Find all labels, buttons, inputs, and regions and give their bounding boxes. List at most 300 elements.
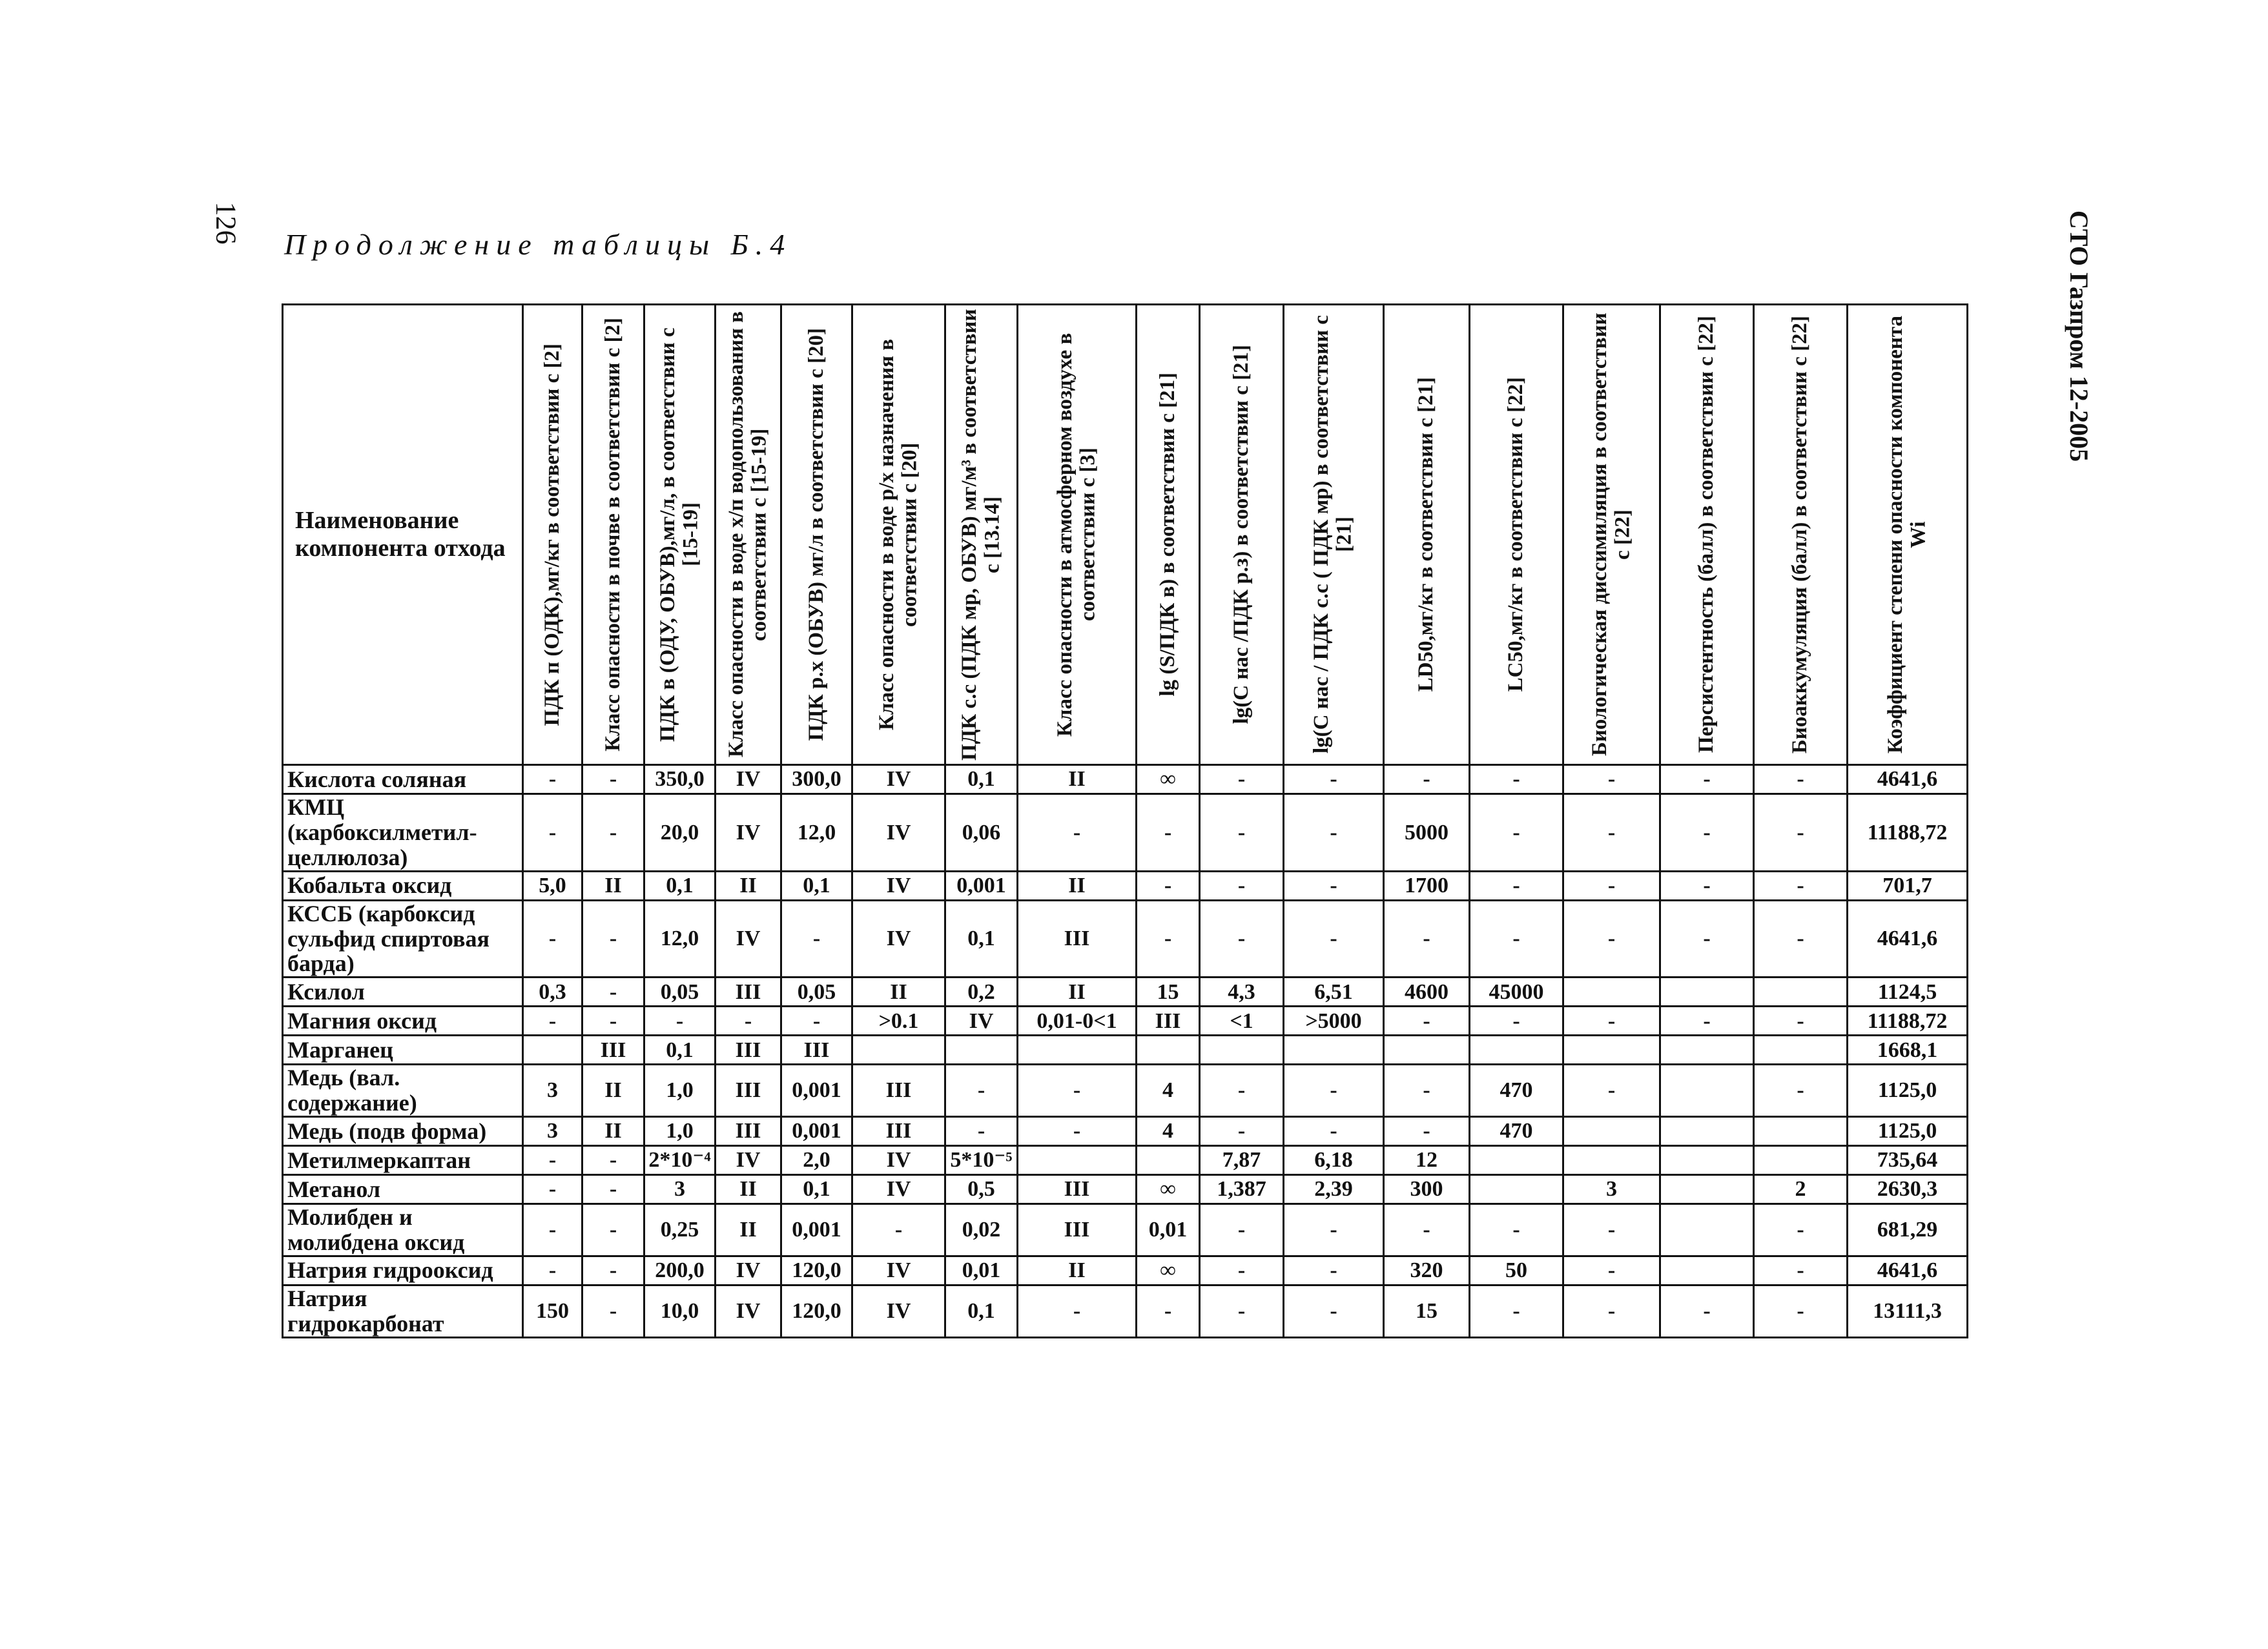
table-cell: - <box>523 1204 582 1256</box>
table-cell: IV <box>852 794 945 872</box>
hazard-table <box>282 303 1968 1338</box>
column-header-label: ПДК с.с (ПДК мр, ОБУВ) мг/м³ в соответствии с [13.14] <box>957 309 1004 761</box>
table-cell <box>1660 1256 1754 1285</box>
table-cell: 120,0 <box>781 1256 852 1285</box>
table-cell: - <box>582 794 644 872</box>
table-cell: 3 <box>1563 1175 1660 1204</box>
table-cell: 701,7 <box>1848 871 1968 900</box>
table-cell: - <box>1470 1285 1563 1337</box>
table-cell: 681,29 <box>1848 1204 1968 1256</box>
table-cell: III <box>1018 1204 1137 1256</box>
table-cell: - <box>582 1146 644 1175</box>
table-cell: - <box>1200 1117 1284 1146</box>
table-cell: 1125,0 <box>1848 1117 1968 1146</box>
table-cell: - <box>1754 1007 1848 1036</box>
table-cell: - <box>1284 1256 1384 1285</box>
table-cell: - <box>852 1204 945 1256</box>
table-cell: II <box>582 1065 644 1117</box>
column-header <box>1018 305 1137 765</box>
table-cell: 3 <box>644 1175 716 1204</box>
table-cell: 15 <box>1137 978 1200 1007</box>
table-cell: II <box>582 871 644 900</box>
table-cell: III <box>716 1036 781 1065</box>
table-cell <box>1563 978 1660 1007</box>
table-cell: 6,51 <box>1284 978 1384 1007</box>
column-header-label: ПДК р.х (ОБУВ) мг/л в соответствии с [20] <box>804 328 828 741</box>
table-cell: 4641,6 <box>1848 1256 1968 1285</box>
table-cell: - <box>1470 900 1563 978</box>
table-cell: 11188,72 <box>1848 794 1968 872</box>
table-cell: - <box>1470 1007 1563 1036</box>
component-name: Медь (вал. содержание) <box>283 1065 523 1117</box>
table-cell: - <box>945 1065 1018 1117</box>
table-cell: - <box>1200 1065 1284 1117</box>
table-cell: - <box>1137 1285 1200 1337</box>
table-cell: <1 <box>1200 1007 1284 1036</box>
table-cell: 5,0 <box>523 871 582 900</box>
table-continuation-title: Продолжение таблицы Б.4 <box>284 228 792 261</box>
table-cell: III <box>852 1117 945 1146</box>
table-cell: 0,1 <box>781 1175 852 1204</box>
table-cell <box>1470 1146 1563 1175</box>
table-cell: - <box>1754 871 1848 900</box>
table-cell: - <box>523 794 582 872</box>
table-cell: 1124,5 <box>1848 978 1968 1007</box>
column-header <box>716 305 781 765</box>
table-cell: - <box>1018 1117 1137 1146</box>
table-cell <box>1754 1036 1848 1065</box>
table-cell: - <box>1018 1065 1137 1117</box>
table-cell: 1,387 <box>1200 1175 1284 1204</box>
table-cell: - <box>523 765 582 794</box>
table-cell: 11188,72 <box>1848 1007 1968 1036</box>
table-cell: - <box>1660 1285 1754 1337</box>
column-header <box>1563 305 1660 765</box>
table-cell <box>1384 1036 1470 1065</box>
document-code: СТО Газпром 12-2005 <box>2065 210 2094 462</box>
table-cell <box>1018 1036 1137 1065</box>
table-cell: 0,1 <box>945 900 1018 978</box>
table-cell: 2630,3 <box>1848 1175 1968 1204</box>
column-header <box>582 305 644 765</box>
table-row <box>283 1117 1968 1146</box>
table-cell: - <box>1470 871 1563 900</box>
column-header <box>1384 305 1470 765</box>
table-cell: - <box>582 1285 644 1337</box>
column-header-label: Персистентность (балл) в соответствии с [22] <box>1695 316 1718 753</box>
table-cell: - <box>582 900 644 978</box>
table-cell: - <box>582 1204 644 1256</box>
table-row <box>283 978 1968 1007</box>
table-row <box>283 1036 1968 1065</box>
table-cell: 1668,1 <box>1848 1036 1968 1065</box>
table-cell: 0,02 <box>945 1204 1018 1256</box>
table-cell <box>1660 1146 1754 1175</box>
table-cell: - <box>1284 1285 1384 1337</box>
table-cell: 5*10⁻⁵ <box>945 1146 1018 1175</box>
table-cell: ∞ <box>1137 1175 1200 1204</box>
column-header <box>644 305 716 765</box>
table-cell: IV <box>716 1146 781 1175</box>
table-cell <box>1470 1175 1563 1204</box>
column-header <box>781 305 852 765</box>
table-cell: - <box>1470 1204 1563 1256</box>
column-header: Наименование компонента отхода <box>283 305 523 765</box>
table-cell: - <box>1470 765 1563 794</box>
table-cell: - <box>1563 1065 1660 1117</box>
table-cell: 12 <box>1384 1146 1470 1175</box>
table-cell: 4641,6 <box>1848 765 1968 794</box>
table-cell: 4641,6 <box>1848 900 1968 978</box>
table-cell: III <box>716 1117 781 1146</box>
table-cell: - <box>781 1007 852 1036</box>
table-cell: - <box>1754 1285 1848 1337</box>
table-cell: III <box>1018 1175 1137 1204</box>
table-row <box>283 1065 1968 1117</box>
table-cell: 470 <box>1470 1065 1563 1117</box>
table-cell: - <box>1284 1204 1384 1256</box>
table-row <box>283 1204 1968 1256</box>
component-name: Медь (подв форма) <box>283 1117 523 1146</box>
table-cell: 10,0 <box>644 1285 716 1337</box>
table-cell: 1700 <box>1384 871 1470 900</box>
column-header-label: Класс опасности в воде х/п водопользования в соответствии с [15-19] <box>724 311 771 758</box>
table-cell: - <box>523 1007 582 1036</box>
table-cell: 2*10⁻⁴ <box>644 1146 716 1175</box>
table-cell: - <box>1660 765 1754 794</box>
component-name: Ксилол <box>283 978 523 1007</box>
table-cell: >5000 <box>1284 1007 1384 1036</box>
column-header <box>1848 305 1968 765</box>
column-header-label: lg(С нас / ПДК с.с ( ПДК мр) в соответствии с [21] <box>1310 315 1356 754</box>
table-row <box>283 1146 1968 1175</box>
table-cell: - <box>1284 794 1384 872</box>
table-cell: 6,18 <box>1284 1146 1384 1175</box>
table-cell: II <box>716 1175 781 1204</box>
table-cell: - <box>1754 1256 1848 1285</box>
table-cell: 0,25 <box>644 1204 716 1256</box>
component-name: Молибден и молибдена оксид <box>283 1204 523 1256</box>
table-cell: 1125,0 <box>1848 1065 1968 1117</box>
table-row <box>283 1175 1968 1204</box>
table-cell: III <box>716 978 781 1007</box>
component-name: Кислота соляная <box>283 765 523 794</box>
table-cell: II <box>1018 765 1137 794</box>
table-cell: - <box>582 1175 644 1204</box>
table-cell <box>523 1036 582 1065</box>
table-cell: 4 <box>1137 1117 1200 1146</box>
column-header-label: LC50,мг/кг в соответствии с [22] <box>1504 377 1528 692</box>
table-cell: - <box>523 1256 582 1285</box>
column-header-label: ПДК в (ОДУ, ОБУВ),мг/л, в соответствии с [15-19] <box>655 327 703 742</box>
column-header <box>945 305 1018 765</box>
table-cell: - <box>1563 794 1660 872</box>
table-cell: 3 <box>523 1117 582 1146</box>
column-header <box>1137 305 1200 765</box>
table-cell: IV <box>852 1146 945 1175</box>
table-cell: 4,3 <box>1200 978 1284 1007</box>
table-cell: - <box>1754 1065 1848 1117</box>
table-cell: - <box>1137 900 1200 978</box>
table-cell: IV <box>852 1175 945 1204</box>
table-cell: - <box>1284 900 1384 978</box>
table-cell: 0,1 <box>644 871 716 900</box>
table-cell: - <box>1284 765 1384 794</box>
table-cell: 12,0 <box>781 794 852 872</box>
component-name: Метанол <box>283 1175 523 1204</box>
table-cell: 0,05 <box>781 978 852 1007</box>
table-row <box>283 794 1968 872</box>
table-cell: - <box>1200 765 1284 794</box>
table-cell: - <box>1284 871 1384 900</box>
table-cell: 45000 <box>1470 978 1563 1007</box>
table-cell: IV <box>852 871 945 900</box>
table-cell: 320 <box>1384 1256 1470 1285</box>
table-row <box>283 900 1968 978</box>
table-cell: 0,06 <box>945 794 1018 872</box>
component-name: Натрия гидрокарбонат <box>283 1285 523 1337</box>
table-cell: - <box>1563 765 1660 794</box>
table-row <box>283 1007 1968 1036</box>
column-header-label: Класс опасности в воде р/х назначения в соответствии с [20] <box>874 338 922 731</box>
table-cell: - <box>523 900 582 978</box>
table-cell <box>852 1036 945 1065</box>
table-cell: 13111,3 <box>1848 1285 1968 1337</box>
table-cell: - <box>945 1117 1018 1146</box>
table-cell: - <box>1563 900 1660 978</box>
table-cell: III <box>1137 1007 1200 1036</box>
table-cell: - <box>1563 1204 1660 1256</box>
table-cell <box>1660 1175 1754 1204</box>
header-row <box>283 305 1968 765</box>
table-cell: 120,0 <box>781 1285 852 1337</box>
table-cell: - <box>582 1256 644 1285</box>
table-cell: 0,01 <box>945 1256 1018 1285</box>
table-cell: IV <box>852 900 945 978</box>
table-cell: 0,1 <box>945 1285 1018 1337</box>
table-cell: - <box>1200 794 1284 872</box>
table-cell: 2 <box>1754 1175 1848 1204</box>
table-cell: - <box>1754 900 1848 978</box>
table-cell: IV <box>852 765 945 794</box>
component-name: Метилмеркаптан <box>283 1146 523 1175</box>
table-cell: 1,0 <box>644 1117 716 1146</box>
table-cell: II <box>1018 1256 1137 1285</box>
column-header-label: LD50,мг/кг в соответствии с [21] <box>1414 377 1438 692</box>
table-cell <box>1660 978 1754 1007</box>
table-row <box>283 1285 1968 1337</box>
table-cell: II <box>852 978 945 1007</box>
table-cell: IV <box>852 1285 945 1337</box>
table-cell: III <box>852 1065 945 1117</box>
table-cell: 7,87 <box>1200 1146 1284 1175</box>
table-cell: IV <box>716 1256 781 1285</box>
table-cell <box>1660 1065 1754 1117</box>
component-name: Натрия гидрооксид <box>283 1256 523 1285</box>
table-cell <box>1563 1036 1660 1065</box>
table-row <box>283 765 1968 794</box>
table-cell: 0,2 <box>945 978 1018 1007</box>
table-cell <box>1563 1117 1660 1146</box>
table-cell: - <box>1563 1007 1660 1036</box>
column-header <box>1200 305 1284 765</box>
table-cell: 5000 <box>1384 794 1470 872</box>
table-cell: IV <box>716 900 781 978</box>
table-cell: - <box>1660 900 1754 978</box>
column-header <box>1284 305 1384 765</box>
column-header-label: ПДК п (ОДК),мг/кг в соответствии с [2] <box>540 343 564 726</box>
table-cell: 0,001 <box>781 1065 852 1117</box>
table-cell <box>945 1036 1018 1065</box>
column-header-label: Класс опасности в почве в соответствии с [2] <box>601 318 624 752</box>
table-cell: - <box>1384 1065 1470 1117</box>
column-header <box>1754 305 1848 765</box>
component-name: КССБ (карбоксид сульфид спиртовая барда) <box>283 900 523 978</box>
table-cell: - <box>1660 1007 1754 1036</box>
table-cell: IV <box>852 1256 945 1285</box>
table-cell: IV <box>716 794 781 872</box>
column-header-label: Коэффициент степени опасности компонента Wi <box>1883 315 1930 754</box>
table-cell: - <box>644 1007 716 1036</box>
table-cell: - <box>1660 871 1754 900</box>
page-number: 126 <box>210 201 242 244</box>
table-cell: 0,01-0<1 <box>1018 1007 1137 1036</box>
table-cell: IV <box>716 1285 781 1337</box>
table-cell: - <box>1200 1256 1284 1285</box>
table-cell: >0.1 <box>852 1007 945 1036</box>
table-cell <box>1563 1146 1660 1175</box>
table-cell: - <box>1284 1117 1384 1146</box>
table-cell: 0,01 <box>1137 1204 1200 1256</box>
table-cell: - <box>716 1007 781 1036</box>
table-cell: - <box>1384 765 1470 794</box>
table-cell: - <box>1018 1285 1137 1337</box>
table-cell: 0,1 <box>781 871 852 900</box>
table-cell <box>1018 1146 1137 1175</box>
table-cell <box>1660 1117 1754 1146</box>
table-cell: II <box>716 1204 781 1256</box>
table-cell: 2,0 <box>781 1146 852 1175</box>
table-cell: - <box>1284 1065 1384 1117</box>
table-cell: - <box>1137 871 1200 900</box>
table-cell: 2,39 <box>1284 1175 1384 1204</box>
table-cell <box>1754 1117 1848 1146</box>
table-cell: 12,0 <box>644 900 716 978</box>
table-cell: 0,001 <box>781 1117 852 1146</box>
table-cell: 0,1 <box>644 1036 716 1065</box>
component-name: Марганец <box>283 1036 523 1065</box>
component-name: Магния оксид <box>283 1007 523 1036</box>
table-cell: 0,5 <box>945 1175 1018 1204</box>
table-cell: ∞ <box>1137 1256 1200 1285</box>
table-cell <box>1137 1036 1200 1065</box>
table-cell: 4 <box>1137 1065 1200 1117</box>
table-cell: 50 <box>1470 1256 1563 1285</box>
column-header-label: Биоаккумуляция (балл) в соответствии с [22] <box>1788 315 1812 754</box>
column-header <box>852 305 945 765</box>
component-name: КМЦ (карбоксилметил-целлюлоза) <box>283 794 523 872</box>
table-cell: - <box>1563 871 1660 900</box>
table-cell: - <box>523 1146 582 1175</box>
table-cell: 3 <box>523 1065 582 1117</box>
table-cell: - <box>1137 794 1200 872</box>
table-cell: - <box>1384 1204 1470 1256</box>
table-cell: - <box>523 1175 582 1204</box>
table-cell: - <box>1200 900 1284 978</box>
table-cell <box>1660 1036 1754 1065</box>
table-cell: - <box>1470 794 1563 872</box>
table-cell <box>1137 1146 1200 1175</box>
table-cell: 0,001 <box>781 1204 852 1256</box>
table-cell: III <box>582 1036 644 1065</box>
table-cell: 150 <box>523 1285 582 1337</box>
table-cell: 0,3 <box>523 978 582 1007</box>
table-cell: - <box>1200 1285 1284 1337</box>
table-cell: - <box>1384 900 1470 978</box>
table-cell: 470 <box>1470 1117 1563 1146</box>
table-cell: 0,001 <box>945 871 1018 900</box>
column-header-label: Биологическая диссимиляция в соответствии с [22] <box>1587 312 1634 757</box>
table-cell: - <box>781 900 852 978</box>
table-cell: II <box>1018 978 1137 1007</box>
table-cell: - <box>1563 1256 1660 1285</box>
table-cell: - <box>1754 765 1848 794</box>
table-cell: - <box>1754 794 1848 872</box>
table-cell: III <box>1018 900 1137 978</box>
table-cell: 300 <box>1384 1175 1470 1204</box>
table-cell: 20,0 <box>644 794 716 872</box>
component-name: Кобальта оксид <box>283 871 523 900</box>
table-cell <box>1754 1146 1848 1175</box>
table-cell <box>1660 1204 1754 1256</box>
table-cell: - <box>1563 1285 1660 1337</box>
table-cell: 200,0 <box>644 1256 716 1285</box>
table-cell: - <box>1384 1007 1470 1036</box>
table-cell: - <box>1384 1117 1470 1146</box>
table-cell: - <box>1200 871 1284 900</box>
table-cell <box>1200 1036 1284 1065</box>
table-cell: 4600 <box>1384 978 1470 1007</box>
table-cell: 0,1 <box>945 765 1018 794</box>
table-cell: - <box>1018 794 1137 872</box>
table-cell: IV <box>716 765 781 794</box>
table-cell: II <box>582 1117 644 1146</box>
table-cell: ∞ <box>1137 765 1200 794</box>
table-cell <box>1754 978 1848 1007</box>
column-header-label: lg (S/ПДК в) в соответствии с [21] <box>1155 373 1179 697</box>
column-header <box>1660 305 1754 765</box>
table-cell: - <box>1754 1204 1848 1256</box>
table-cell: 15 <box>1384 1285 1470 1337</box>
table-cell: III <box>781 1036 852 1065</box>
table-cell: IV <box>945 1007 1018 1036</box>
table-cell: - <box>582 1007 644 1036</box>
table-cell: 735,64 <box>1848 1146 1968 1175</box>
column-header-label: lg(С нас /ПДК р.з) в соответствии с [21] <box>1229 345 1253 724</box>
column-header <box>523 305 582 765</box>
table-cell: II <box>716 871 781 900</box>
table-cell <box>1470 1036 1563 1065</box>
table-cell: II <box>1018 871 1137 900</box>
table-cell <box>1284 1036 1384 1065</box>
table-cell: 0,05 <box>644 978 716 1007</box>
column-header-label: Класс опасности в атмосферном воздухе в соответствии с [3] <box>1053 333 1100 737</box>
table-cell: 1,0 <box>644 1065 716 1117</box>
column-header <box>1470 305 1563 765</box>
table-cell: 300,0 <box>781 765 852 794</box>
table-cell: 350,0 <box>644 765 716 794</box>
table-body <box>283 765 1968 1338</box>
